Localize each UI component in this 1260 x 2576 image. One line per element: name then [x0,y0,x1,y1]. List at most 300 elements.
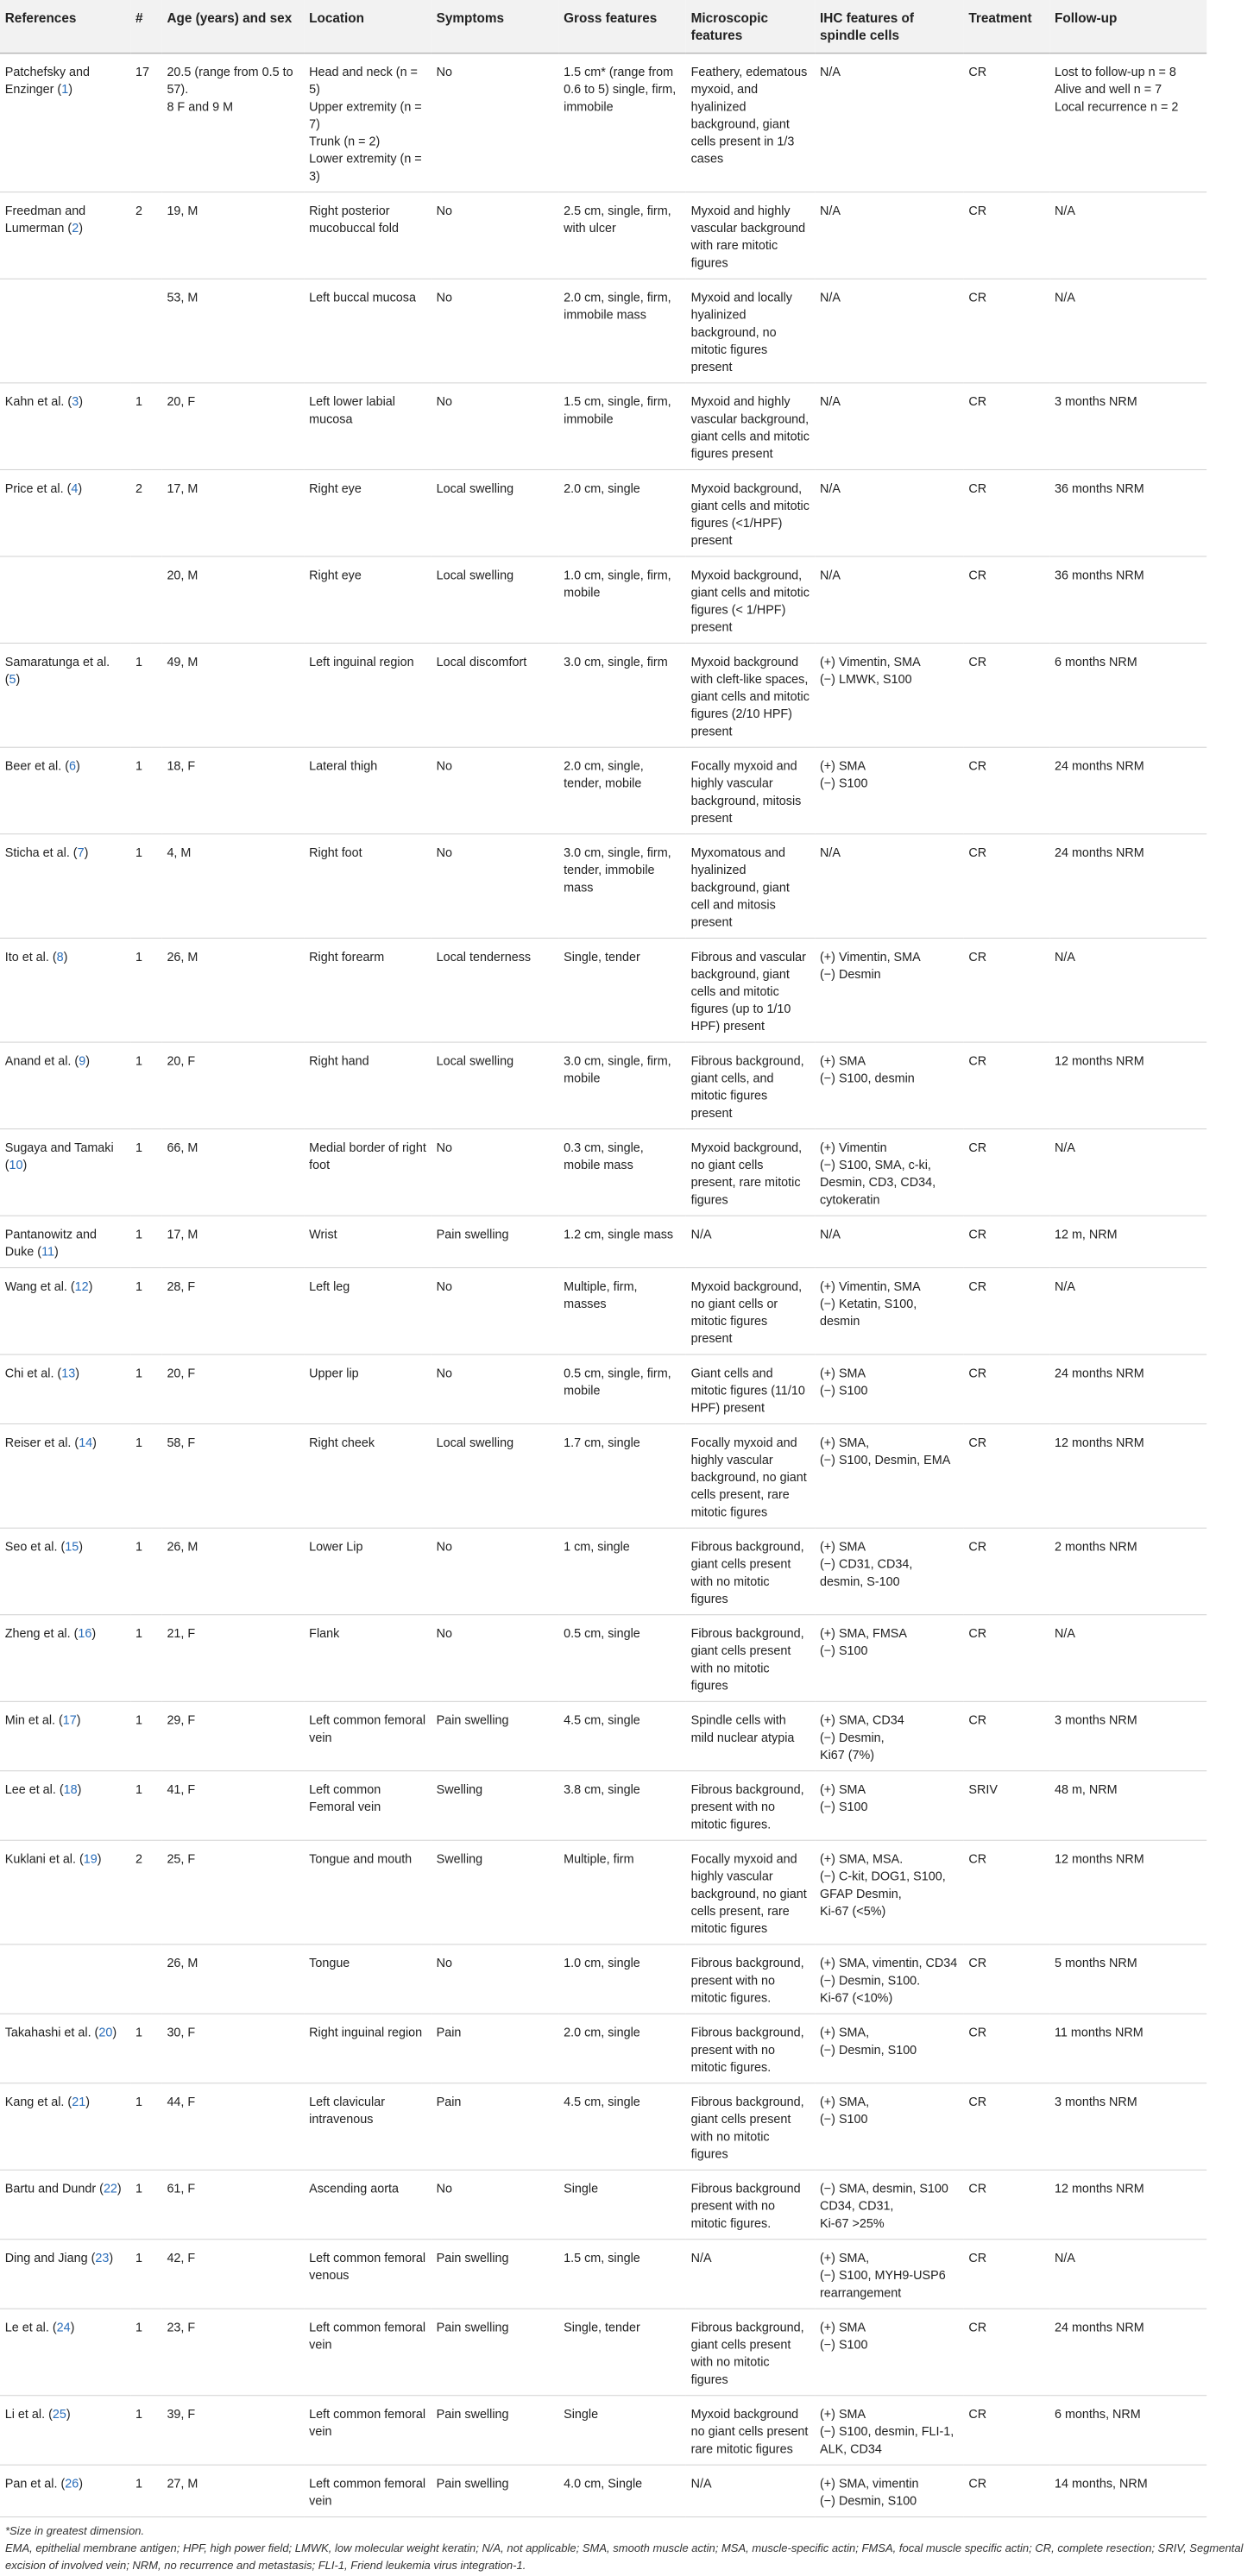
cell-microscopic-features: Focally myxoid and highly vascular background, no giant cells present, rare mitotic figures [686,1840,815,1945]
table-row [0,383,1206,470]
cell-symptoms: Pain swelling [432,1216,558,1267]
cell-follow-up: 12 months NRM [1049,1042,1206,1129]
cell-location: Upper lip [304,1354,431,1423]
cell-follow-up: 12 months NRM [1049,1840,1206,1945]
cell-location: Lower Lip [304,1528,431,1615]
cell-age-sex: 20, F [162,1354,305,1423]
reference-name: Kuklani et al. [4,1852,77,1867]
citation-link[interactable]: 19 [83,1852,98,1867]
cell-microscopic-features: Fibrous background, giant cells present with no mitotic figures [686,2309,815,2396]
cell-follow-up: 24 months NRM [1049,834,1206,939]
reference-name: Reiser et al. [4,1436,72,1450]
citation-link[interactable]: 25 [52,2407,66,2422]
cell-microscopic-features: Myxomatous and hyalinized background, giant cell and mitosis present [686,834,815,939]
cell-case-count [130,556,161,644]
cell-location: Right foot [304,834,431,939]
cell-age-sex: 20.5 (range from 0.5 to 57). 8 F and 9 M [162,53,305,192]
cell-follow-up: 5 months NRM [1049,1945,1206,2014]
cell-age-sex: 26, M [162,1528,305,1615]
cell-reference: Patchefsky and Enzinger (1) [0,53,130,192]
citation-link[interactable]: 7 [77,845,85,860]
cell-symptoms: Local swelling [432,1424,558,1529]
cell-symptoms: Pain swelling [432,1701,558,1770]
cell-treatment: CR [964,279,1050,383]
citation-link[interactable]: 4 [71,481,79,496]
cell-age-sex: 4, M [162,834,305,939]
header-symptoms: Symptoms [432,0,558,53]
cell-microscopic-features: Focally myxoid and highly vascular background, mitosis present [686,747,815,834]
cell-age-sex: 49, M [162,644,305,748]
reference-name: Samaratunga et al. [4,655,110,669]
table-row [0,1129,1206,1216]
cell-gross-features: Single, tender [558,2309,685,2396]
cell-ihc-features: (+) Vimentin, SMA (−) LMWK, S100 [815,644,963,748]
cell-follow-up: 3 months NRM [1049,2083,1206,2171]
cell-ihc-features: N/A [815,279,963,383]
cell-age-sex: 58, F [162,1424,305,1529]
cell-reference: Sticha et al. (7) [0,834,130,939]
header-age-sex: Age (years) and sex [162,0,305,53]
cell-reference: Freedman and Lumerman (2) [0,192,130,280]
table-row [0,2014,1206,2083]
cell-location: Left common femoral vein [304,2309,431,2396]
cell-gross-features: 2.0 cm, single [558,469,685,556]
cell-ihc-features: (+) SMA, CD34 (−) Desmin, Ki67 (7%) [815,1701,963,1770]
cell-case-count: 1 [130,2083,161,2171]
cell-treatment: CR [964,1268,1050,1355]
cell-case-count [130,1945,161,2014]
table-row [0,2083,1206,2171]
cell-ihc-features: (+) SMA, FMSA (−) S100 [815,1615,963,1702]
cell-case-count: 1 [130,1615,161,1702]
cell-gross-features: 1.5 cm* (range from 0.6 to 5) single, firm, immobile [558,53,685,192]
cell-gross-features: 4.5 cm, single [558,2083,685,2171]
reference-name: Kang et al. [4,2095,65,2109]
cell-treatment: CR [964,1615,1050,1702]
cell-symptoms: No [432,747,558,834]
cell-microscopic-features: Focally myxoid and highly vascular background, no giant cells present, rare mitotic figures [686,1424,815,1529]
cell-age-sex: 20, M [162,556,305,644]
cell-age-sex: 61, F [162,2170,305,2239]
reference-name: Pan et al. [4,2477,58,2491]
cell-ihc-features: (+) Vimentin (−) S100, SMA, c-ki, Desmin, CD3, CD34, cytokeratin [815,1129,963,1216]
footnote-size: *Size in greatest dimension. [5,2524,145,2537]
cell-case-count: 1 [130,2465,161,2516]
citation-link[interactable]: 21 [72,2095,86,2109]
reference-name: Li et al. [4,2407,46,2422]
cell-case-count: 2 [130,469,161,556]
table-row [0,834,1206,939]
table-row [0,556,1206,644]
cell-symptoms: Swelling [432,1771,558,1840]
cell-gross-features: Single [558,2170,685,2239]
citation-link[interactable]: 16 [78,1626,92,1641]
cell-age-sex: 29, F [162,1701,305,1770]
cell-age-sex: 39, F [162,2396,305,2465]
cell-case-count: 1 [130,644,161,748]
cell-treatment: CR [964,2309,1050,2396]
cell-reference: Kang et al. (21) [0,2083,130,2171]
cell-microscopic-features: Myxoid background, no giant cells or mitotic figures present [686,1268,815,1355]
citation-link[interactable]: 3 [72,394,79,410]
cell-ihc-features: (+) Vimentin, SMA (−) Ketatin, S100, desmin [815,1268,963,1355]
cell-microscopic-features: Myxoid background, no giant cells present, rare mitotic figures [686,1129,815,1216]
cell-treatment: CR [964,2396,1050,2465]
cell-case-count: 1 [130,1771,161,1840]
cell-microscopic-features: Fibrous background, present with no mitotic figures. [686,1771,815,1840]
cell-age-sex: 28, F [162,1268,305,1355]
cell-symptoms: Pain [432,2014,558,2083]
reference-name: Anand et al. [4,1053,72,1069]
cell-symptoms: No [432,383,558,470]
cell-age-sex: 21, F [162,1615,305,1702]
table-row [0,747,1206,834]
cell-ihc-features: N/A [815,192,963,280]
cell-age-sex: 20, F [162,383,305,470]
cell-ihc-features: N/A [815,469,963,556]
cell-treatment: CR [964,1354,1050,1423]
cell-microscopic-features: Fibrous background, giant cells present with no mitotic figures [686,1615,815,1702]
cell-symptoms: Local swelling [432,556,558,644]
cell-ihc-features: (+) SMA, (−) S100 [815,2083,963,2171]
cell-gross-features: 4.5 cm, single [558,1701,685,1770]
cell-case-count: 1 [130,747,161,834]
cell-follow-up: N/A [1049,1268,1206,1355]
cell-case-count: 1 [130,2396,161,2465]
reference-name: Patchefsky and Enzinger [4,65,90,97]
cell-symptoms: Local swelling [432,1042,558,1129]
cell-gross-features: Multiple, firm, masses [558,1268,685,1355]
cell-location: Left common femoral vein [304,1701,431,1770]
table-row [0,1424,1206,1529]
cell-gross-features: 1.0 cm, single, firm, mobile [558,556,685,644]
table-footnotes [0,2523,1253,2574]
reference-name: Kahn et al. [4,394,65,410]
reference-name: Ding and Jiang [4,2251,88,2265]
cell-ihc-features: (+) SMA, vimentin, CD34 (−) Desmin, S100. Ki-67 (<10%) [815,1945,963,2014]
cell-location: Left lower labial mucosa [304,383,431,470]
cell-follow-up: 36 months NRM [1049,469,1206,556]
cell-follow-up: 6 months NRM [1049,644,1206,748]
citation-link[interactable]: 22 [103,2182,117,2196]
cell-treatment: CR [964,1129,1050,1216]
header-gross-features: Gross features [558,0,685,53]
cell-age-sex: 41, F [162,1771,305,1840]
cell-microscopic-features: Myxoid and locally hyalinized background, no mitotic figures present [686,279,815,383]
cell-location: Left common femoral vein [304,2465,431,2516]
cell-reference: Bartu and Dundr (22) [0,2170,130,2239]
cell-age-sex: 27, M [162,2465,305,2516]
cell-symptoms: No [432,1129,558,1216]
table-row [0,1945,1206,2014]
table-row [0,644,1206,748]
cell-treatment: CR [964,2465,1050,2516]
cell-symptoms: No [432,192,558,280]
cell-case-count: 1 [130,1528,161,1615]
cell-ihc-features: (+) SMA, MSA. (−) C-kit, DOG1, S100, GFAP Desmin, Ki-67 (<5%) [815,1840,963,1945]
citation-link[interactable]: 1 [61,82,69,97]
cell-case-count: 1 [130,1354,161,1423]
cell-age-sex: 53, M [162,279,305,383]
cell-microscopic-features: Fibrous background, giant cells, and mitotic figures present [686,1042,815,1129]
cell-age-sex: 19, M [162,192,305,280]
cell-treatment: CR [964,1701,1050,1770]
cell-reference: Le et al. (24) [0,2309,130,2396]
cell-symptoms: No [432,1945,558,2014]
cell-follow-up: 36 months NRM [1049,556,1206,644]
reference-name: Pantanowitz and Duke [4,1228,97,1260]
cell-reference: Beer et al. (6) [0,747,130,834]
cell-ihc-features: N/A [815,1216,963,1267]
citation-link[interactable]: 20 [98,2026,113,2040]
cell-age-sex: 18, F [162,747,305,834]
cell-reference: Min et al. (17) [0,1701,130,1770]
cell-ihc-features: (+) SMA, (−) S100, Desmin, EMA [815,1424,963,1529]
cell-treatment: CR [964,556,1050,644]
citation-link[interactable]: 18 [63,1782,78,1797]
header-ihc-features: IHC features of spindle cells [815,0,963,53]
header-treatment: Treatment [964,0,1050,53]
header-microscopic-features: Microscopic features [686,0,815,53]
cell-treatment: CR [964,1424,1050,1529]
cell-treatment: CR [964,192,1050,280]
cell-case-count: 1 [130,1701,161,1770]
table-row [0,192,1206,280]
cell-reference: Zheng et al. (16) [0,1615,130,1702]
cell-reference [0,1945,130,2014]
cell-treatment: CR [964,2170,1050,2239]
cell-follow-up: 2 months NRM [1049,1528,1206,1615]
cell-microscopic-features: Myxoid background with cleft-like spaces, giant cells and mitotic figures (2/10 HPF) present [686,644,815,748]
cell-location: Right eye [304,556,431,644]
cell-treatment: CR [964,469,1050,556]
cell-gross-features: 4.0 cm, Single [558,2465,685,2516]
table-row [0,2396,1206,2465]
citation-link[interactable]: 24 [56,2321,71,2335]
cell-follow-up: 12 m, NRM [1049,1216,1206,1267]
cell-follow-up: 24 months NRM [1049,747,1206,834]
cell-symptoms: No [432,1354,558,1423]
cell-microscopic-features: Fibrous background present with no mitotic figures. [686,2170,815,2239]
cell-location: Right hand [304,1042,431,1129]
cell-follow-up: 11 months NRM [1049,2014,1206,2083]
cell-follow-up: 24 months NRM [1049,2309,1206,2396]
header-references: References [0,0,130,53]
cell-symptoms: Pain swelling [432,2465,558,2516]
cell-treatment: CR [964,1945,1050,2014]
footnote-abbreviations: EMA, epithelial membrane antigen; HPF, high power field; LMWK, low molecular weight keratin; N/A, not applicable; SMA, smooth muscle actin; MSA, muscle-specific actin; FMSA, focal muscle specific actin; CR, complete resection; SRIV, Segmental excision of involved vein; NRM, no recurrence and metastasis; FLI-1, Friend leukemia virus integration-1. [5,2541,1244,2572]
citation-link[interactable]: 9 [79,1053,86,1069]
cell-reference [0,556,130,644]
cell-treatment: CR [964,1216,1050,1267]
citation-link[interactable]: 6 [69,759,77,774]
cell-age-sex: 26, M [162,1945,305,2014]
cell-location: Left leg [304,1268,431,1355]
citation-link[interactable]: 23 [95,2251,110,2265]
cell-treatment: CR [964,938,1050,1042]
cell-age-sex: 25, F [162,1840,305,1945]
cell-ihc-features: N/A [815,53,963,192]
cell-microscopic-features: Fibrous background, giant cells present with no mitotic figures [686,2083,815,2171]
cell-gross-features: Multiple, firm [558,1840,685,1945]
cell-location: Head and neck (n = 5) Upper extremity (n = 7) Trunk (n = 2) Lower extremity (n = 3) [304,53,431,192]
cell-location: Flank [304,1615,431,1702]
cell-age-sex: 26, M [162,938,305,1042]
reference-name: Zheng et al. [4,1626,71,1641]
cell-gross-features: 1 cm, single [558,1528,685,1615]
table-row [0,1771,1206,1840]
cell-case-count: 2 [130,192,161,280]
cell-location: Tongue [304,1945,431,2014]
citation-link[interactable]: 17 [62,1713,77,1728]
cell-ihc-features: (+) SMA (−) S100 [815,2309,963,2396]
table-row [0,53,1206,192]
cell-gross-features: 0.3 cm, single, mobile mass [558,1129,685,1216]
cell-treatment: CR [964,747,1050,834]
table-row [0,1528,1206,1615]
cell-symptoms: Local tenderness [432,938,558,1042]
table-row [0,1042,1206,1129]
cell-symptoms: Local swelling [432,469,558,556]
table-row [0,1268,1206,1355]
cell-microscopic-features: Giant cells and mitotic figures (11/10 HPF) present [686,1354,815,1423]
cell-symptoms: Swelling [432,1840,558,1945]
cell-age-sex: 66, M [162,1129,305,1216]
cell-ihc-features: (+) SMA (−) S100 [815,747,963,834]
cell-ihc-features: (+) SMA, vimentin (−) Desmin, S100 [815,2465,963,2516]
cell-microscopic-features: Fibrous background, present with no mitotic figures. [686,2014,815,2083]
table-row [0,279,1206,383]
cell-treatment: SRIV [964,1771,1050,1840]
citation-link[interactable]: 5 [9,672,16,687]
citation-link[interactable]: 13 [61,1366,76,1381]
cell-microscopic-features: Fibrous background, giant cells present with no mitotic figures [686,1528,815,1615]
cell-reference: Kahn et al. (3) [0,383,130,470]
cell-treatment: CR [964,2083,1050,2171]
cell-gross-features: 0.5 cm, single [558,1615,685,1702]
citation-link[interactable]: 10 [9,1158,23,1172]
cell-gross-features: 1.2 cm, single mass [558,1216,685,1267]
cell-location: Lateral thigh [304,747,431,834]
cell-location: Left common femoral vein [304,2396,431,2465]
cell-treatment: CR [964,834,1050,939]
cell-ihc-features: N/A [815,834,963,939]
cell-reference: Pantanowitz and Duke (11) [0,1216,130,1267]
reference-name: Sticha et al. [4,845,70,860]
cell-treatment: CR [964,1042,1050,1129]
cell-case-count: 1 [130,2240,161,2309]
cell-ihc-features: (+) SMA (−) S100, desmin, FLI-1, ALK, CD34 [815,2396,963,2465]
table-row [0,469,1206,556]
cell-follow-up: 3 months NRM [1049,1701,1206,1770]
cell-location: Wrist [304,1216,431,1267]
citation-link[interactable]: 8 [56,950,64,964]
cell-reference [0,279,130,383]
cell-reference: Kuklani et al. (19) [0,1840,130,1945]
cell-symptoms: No [432,1268,558,1355]
cell-case-count: 1 [130,383,161,470]
cell-reference: Pan et al. (26) [0,2465,130,2516]
cell-location: Left inguinal region [304,644,431,748]
cell-treatment: CR [964,383,1050,470]
reference-name: Lee et al. [4,1782,56,1797]
cell-gross-features: 0.5 cm, single, firm, mobile [558,1354,685,1423]
cell-location: Right cheek [304,1424,431,1529]
cell-case-count: 1 [130,1129,161,1216]
cell-treatment: CR [964,2014,1050,2083]
cell-follow-up: N/A [1049,279,1206,383]
cell-gross-features: 1.5 cm, single, firm, immobile [558,383,685,470]
cell-location: Left common Femoral vein [304,1771,431,1840]
citation-link[interactable]: 15 [65,1540,79,1555]
cell-case-count: 1 [130,1424,161,1529]
reference-name: Freedman and Lumerman [4,204,86,236]
cell-location: Ascending aorta [304,2170,431,2239]
cell-age-sex: 23, F [162,2309,305,2396]
cell-gross-features: 3.8 cm, single [558,1771,685,1840]
citation-link[interactable]: 14 [79,1436,93,1450]
cell-follow-up: N/A [1049,192,1206,280]
cell-case-count: 1 [130,938,161,1042]
cell-ihc-features: (+) SMA (−) CD31, CD34, desmin, S-100 [815,1528,963,1615]
cell-symptoms: Pain [432,2083,558,2171]
cell-ihc-features: (+) SMA (−) S100 [815,1771,963,1840]
reference-name: Sugaya and Tamaki [4,1140,114,1155]
reference-name: Min et al. [4,1713,56,1728]
cell-ihc-features: (+) SMA (−) S100, desmin [815,1042,963,1129]
cell-location: Tongue and mouth [304,1840,431,1945]
header-row [0,0,1206,53]
cell-follow-up: N/A [1049,938,1206,1042]
reference-name: Bartu and Dundr [4,2182,97,2196]
cell-case-count: 1 [130,1216,161,1267]
cell-reference: Seo et al. (15) [0,1528,130,1615]
cell-gross-features: 3.0 cm, single, firm, tender, immobile mass [558,834,685,939]
cell-treatment: CR [964,2240,1050,2309]
cell-follow-up: 12 months NRM [1049,1424,1206,1529]
cell-symptoms: No [432,834,558,939]
cell-age-sex: 17, M [162,469,305,556]
cell-case-count: 1 [130,834,161,939]
cell-case-count: 1 [130,1268,161,1355]
table-row [0,938,1206,1042]
cell-reference: Chi et al. (13) [0,1354,130,1423]
cell-age-sex: 30, F [162,2014,305,2083]
cell-follow-up: N/A [1049,1129,1206,1216]
cell-reference: Reiser et al. (14) [0,1424,130,1529]
reference-name: Le et al. [4,2321,49,2335]
cell-microscopic-features: Feathery, edematous myxoid, and hyalinized background, giant cells present in 1/3 cases [686,53,815,192]
cell-gross-features: 2.5 cm, single, firm, with ulcer [558,192,685,280]
cell-symptoms: No [432,1528,558,1615]
cell-location: Medial border of right foot [304,1129,431,1216]
cell-microscopic-features: Myxoid and highly vascular background, giant cells and mitotic figures present [686,383,815,470]
cell-gross-features: Single [558,2396,685,2465]
cell-case-count: 1 [130,2309,161,2396]
reference-name: Wang et al. [4,1279,67,1294]
cell-microscopic-features: Fibrous background, present with no mitotic figures. [686,1945,815,2014]
citation-link[interactable]: 26 [65,2477,79,2491]
cell-follow-up: 6 months, NRM [1049,2396,1206,2465]
citation-link[interactable]: 12 [74,1279,89,1294]
citation-link[interactable]: 2 [72,221,79,236]
cell-ihc-features: (−) SMA, desmin, S100 CD34, CD31, Ki-67 >25% [815,2170,963,2239]
citation-link[interactable]: 11 [41,1245,54,1260]
reference-name: Ito et al. [4,950,49,964]
cell-reference: Lee et al. (18) [0,1771,130,1840]
cell-reference: Samaratunga et al. (5) [0,644,130,748]
cell-location: Left common femoral venous [304,2240,431,2309]
